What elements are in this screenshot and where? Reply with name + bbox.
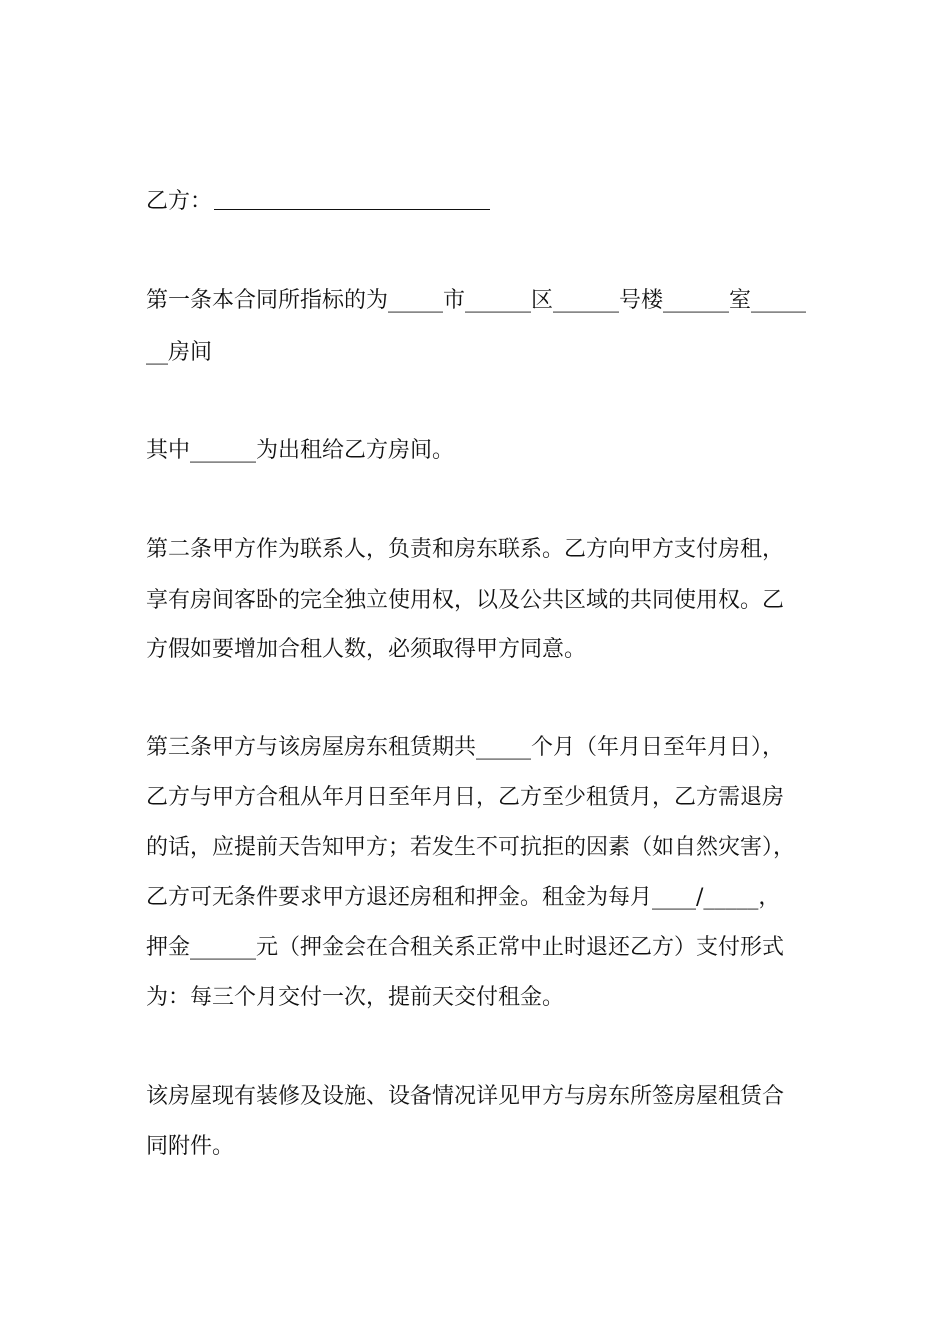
article-2-line-1: 第二条甲方作为联系人，负责和房东联系。乙方向甲方支付房租， <box>146 537 785 562</box>
article-2-line-2: 享有房间客卧的完全独立使用权，以及公共区域的共同使用权。乙 <box>146 588 785 613</box>
article-1-line-2: __房间 <box>146 340 213 365</box>
article-3-line-2: 乙方与甲方合租从年月日至年月日，乙方至少租赁月，乙方需退房 <box>146 785 785 810</box>
facilities-line-2: 同附件。 <box>146 1134 235 1159</box>
article-3-line-3: 的话，应提前天告知甲方；若发生不可抗拒的因素（如自然灾害）， <box>146 835 796 860</box>
article-3-line-1: 第三条甲方与该房屋房东租赁期共_____个月（年月日至年月日）， <box>146 735 785 760</box>
facilities-line-1: 该房屋现有装修及设施、设备情况详见甲方与房东所签房屋租赁合 <box>146 1084 785 1109</box>
party-b-label: 乙方： <box>146 189 213 214</box>
rental-room-line: 其中______为出租给乙方房间。 <box>146 438 455 463</box>
article-3-line-6: 为：每三个月交付一次，提前天交付租金。 <box>146 985 565 1010</box>
article-2-line-3: 方假如要增加合租人数，必须取得甲方同意。 <box>146 637 587 662</box>
party-b-signature-line <box>214 209 490 210</box>
article-3-line-4: 乙方可无条件要求甲方退还房租和押金。租金为每月____/_____， <box>146 885 781 910</box>
article-1-line-1: 第一条本合同所指标的为_____市______区______号楼______室_____ <box>146 288 807 313</box>
article-3-line-5: 押金______元（押金会在合租关系正常中止时退还乙方）支付形式 <box>146 935 785 960</box>
